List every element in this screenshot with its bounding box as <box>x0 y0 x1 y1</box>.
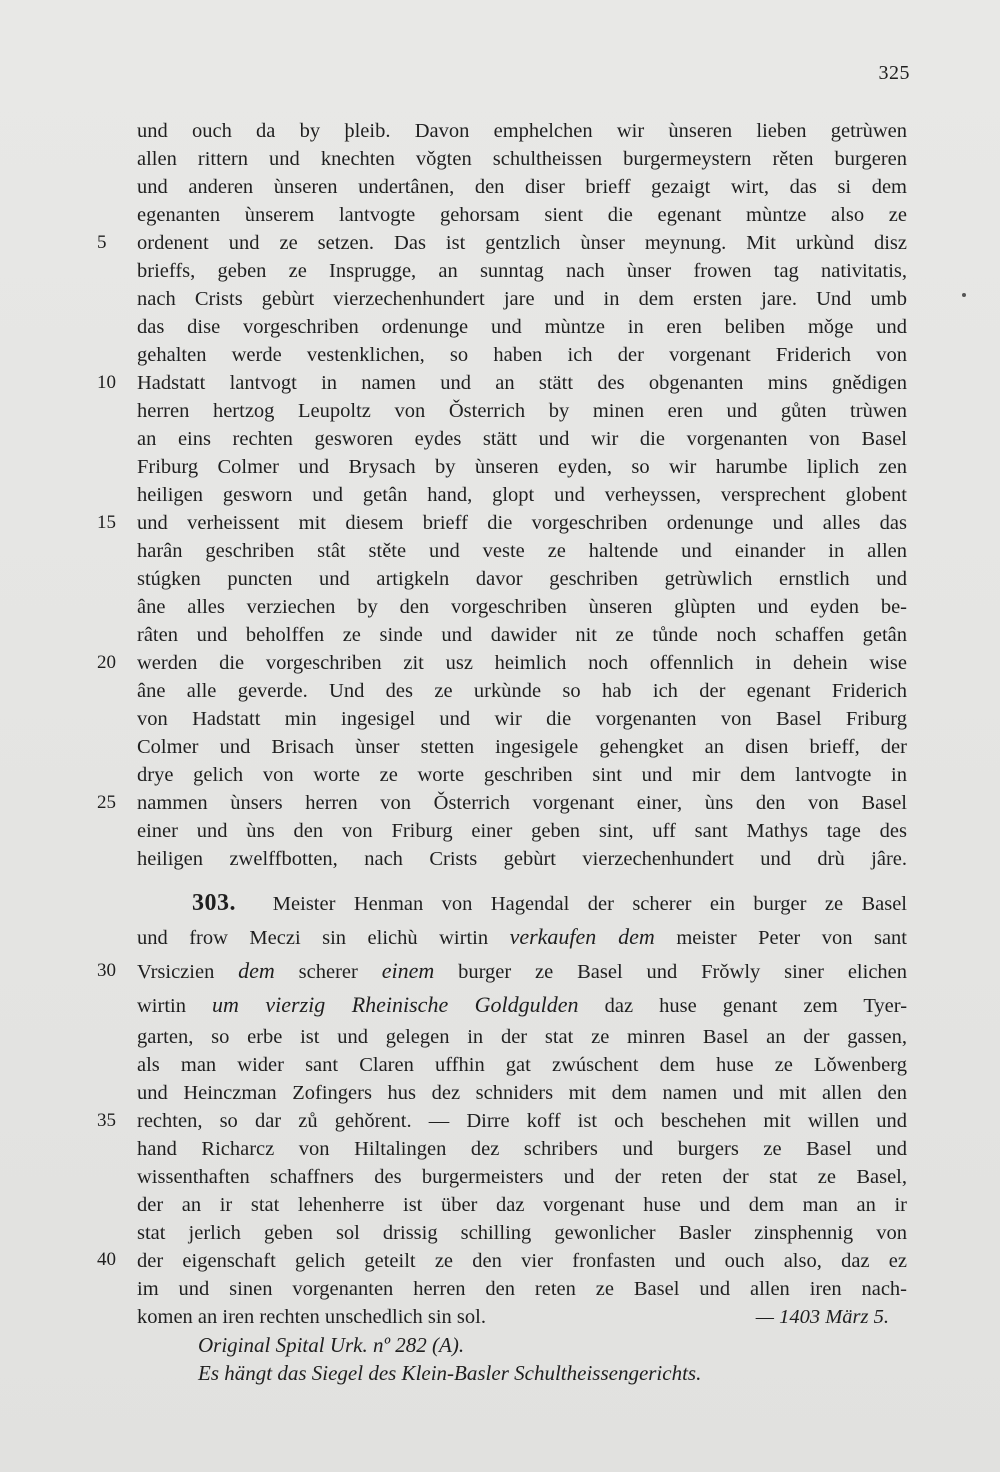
line-number: 20 <box>97 652 116 673</box>
text-line: Friburg Colmer und Brysach by ùnseren eyden, so wir harumbe liplich zen <box>137 456 907 478</box>
text-line: rechten, so dar zů gehǒrent. — Dirre koff ist och beschehen mit willen und <box>137 1110 907 1132</box>
text-line: herren hertzog Leupoltz von Ǒsterrich by minen eren und gůten trùwen <box>137 400 907 422</box>
text-line: drye gelich von worte ze worte geschriben sint und mir dem lantvogte in <box>137 764 907 786</box>
text-line: komen an iren rechten unschedlich sin sol. — 1403 März 5. <box>137 1303 907 1331</box>
text-line: das dise vorgeschriben ordenunge und mùntze in eren beliben mǒge und <box>137 316 907 338</box>
text-line: der eigenschaft gelich geteilt ze den vier fronfasten und ouch also, daz ez <box>137 1250 907 1272</box>
line-number: 10 <box>97 372 116 393</box>
text-line: âne alles verziechen by den vorgeschriben ùnseren glùpten und eyden be- <box>137 596 907 618</box>
regest-italic: dem <box>238 958 275 983</box>
text-line: stat jerlich geben sol drissig schilling gewonlicher Basler zinsphennig von <box>137 1222 907 1244</box>
document-number: 303. <box>192 890 236 916</box>
text-line: stúgken puncten und artigkeln davor geschriben getrùwlich ernstlich und <box>137 568 907 590</box>
text-line: im und sinen vorgenanten herren den reten ze Basel und allen iren nach- <box>137 1278 907 1300</box>
text-line: wirtin um vierzig Rheinische Goldgulden daz huse genant zem Tyer- <box>137 992 908 1017</box>
text-line: egenanten ùnserem lantvogte gehorsam sient die egenant mùntze also ze <box>137 204 907 226</box>
text-line: als man wider sant Claren uffhin gat zwúschent dem huse ze Lǒwenberg <box>137 1054 907 1076</box>
line-number: 5 <box>97 232 107 253</box>
source-note: Original Spital Urk. nº 282 (A). <box>198 1333 465 1357</box>
text-line: râten und beholffen ze sinde und dawider nit ze tůnde noch schaffen getân <box>137 624 907 646</box>
line-number: 40 <box>97 1249 116 1270</box>
text-line: wissenthaften schaffners des burgermeisters und der reten der stat ze Basel, <box>137 1166 907 1188</box>
line-number: 35 <box>97 1110 116 1131</box>
text-line: und anderen ùnseren undertânen, den diser brieff gezaigt wirt, das si dem <box>137 176 907 198</box>
text-line: Colmer und Brisach ùnser stetten ingesigele gehengket an disen brieff, der <box>137 736 907 758</box>
text-line: heiligen zwelffbotten, nach Crists gebùrt vierzechenhundert und drù jâre. <box>137 848 907 870</box>
document-date: — 1403 März 5. <box>755 1306 889 1328</box>
line-number: 25 <box>97 792 116 813</box>
text-line: nammen ùnsers herren von Ǒsterrich vorgenant einer, ùns den von Basel <box>137 792 907 814</box>
text-line: und ouch da by þleib. Davon emphelchen wir ùnseren lieben getrùwen <box>137 120 907 142</box>
text-line: Hadstatt lantvogt in namen und an stätt des obgenanten mins gnědigen <box>137 372 907 394</box>
text-line: allen rittern und knechten vǒgten schultheissen burgermeystern rěten burgeren <box>137 148 907 170</box>
text-line: Vrsiczien dem scherer einem burger ze Basel und Frǒwly siner elichen <box>137 958 908 983</box>
text-line: hand Richarcz von Hiltalingen dez schribers und burgers ze Basel und <box>137 1138 907 1160</box>
text-line: an eins rechten gesworen eydes stätt und wir die vorgenanten von Basel <box>137 428 907 450</box>
regest-italic: einem <box>381 958 435 983</box>
text-line: brieffs, geben ze Insprugge, an sunntag nach ùnser frowen tag nativitatis, <box>137 260 907 282</box>
line-number: 15 <box>97 512 116 533</box>
text-line: harân geschriben stât stěte und veste ze haltende und einander in allen <box>137 540 907 562</box>
text-line: ordenent und ze setzen. Das ist gentzlich ùnser meynung. Mit urkùnd disz <box>137 232 907 254</box>
regest-italic: um vierzig Rheinische Goldgulden <box>212 992 579 1017</box>
text-line: 303. Meister Henman von Hagendal der scherer ein burger ze Basel <box>192 890 908 916</box>
text-line: heiligen gesworn und getân hand, glopt und verheyssen, versprechent globent <box>137 484 907 506</box>
line-number: 30 <box>97 960 116 981</box>
text-line: einer und ùns den von Friburg einer geben sint, uff sant Mathys tage des <box>137 820 907 842</box>
text-line: von Hadstatt min ingesigel und wir die vorgenanten von Basel Friburg <box>137 708 907 730</box>
text-line: und Heinczman Zofingers hus dez schniders mit dem namen und mit allen den <box>137 1082 907 1104</box>
seal-note: Es hängt das Siegel des Klein-Basler Schultheissengerichts. <box>198 1361 702 1385</box>
text-line: der an ir stat lehenherre ist über daz vorgenant huse und dem man an ir <box>137 1194 907 1216</box>
text-line: nach Crists gebùrt vierzechenhundert jare und in dem ersten jare. Und umb <box>137 288 907 310</box>
text-line: werden die vorgeschriben zit usz heimlich noch offennlich in dehein wise <box>137 652 907 674</box>
text-line: gehalten werde vestenklichen, so haben ich der vorgenant Friderich von <box>137 344 907 366</box>
page-number: 325 <box>878 62 910 84</box>
text-line: garten, so erbe ist und gelegen in der stat ze minren Basel an der gassen, <box>137 1026 907 1048</box>
text-line: âne alle geverde. Und des ze urkùnde so hab ich der egenant Friderich <box>137 680 907 702</box>
text-line: und frow Meczi sin elichù wirtin verkaufen dem meister Peter von sant <box>137 924 907 949</box>
margin-dot <box>962 293 966 297</box>
regest-italic: verkaufen dem <box>509 924 655 949</box>
text-line: und verheissent mit diesem brieff die vorgeschriben ordenunge und alles das <box>137 512 907 534</box>
